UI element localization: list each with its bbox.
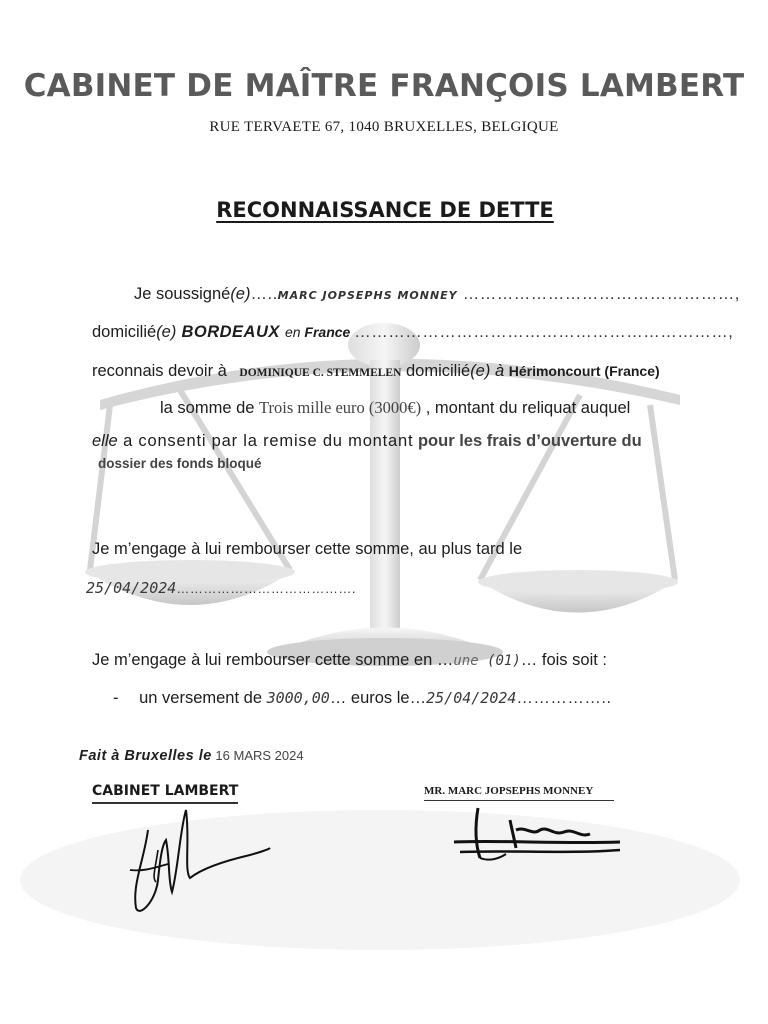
creditor-city: Hérimoncourt (508, 363, 601, 379)
creditor-line: reconnais devoir à DOMINIQUE C. STEMMELEN domicilié(e) à Hérimoncourt (France) (92, 362, 660, 380)
firm-address: RUE TERVAETE 67, 1040 BRUXELLES, BELGIQUE (209, 119, 559, 135)
installments-line: Je m’engage à lui rembourser cette somme en …une (01)… fois soit : (92, 651, 607, 669)
creditor-country: (France) (600, 363, 660, 379)
commitment-deadline: Je m’engage à lui rembourser cette somme, au plus tard le (92, 540, 523, 558)
due-date: 25/04/2024 (86, 579, 177, 597)
debtor-name: MARC JOPSEPHS MONNEY (277, 289, 458, 302)
consent-line: elle a consenti par la remise du montant pour les frais d’ouverture du (92, 432, 642, 450)
payment-line: - un versement de 3000,00… euros le…25/04/2024…………….. (113, 689, 612, 707)
installments-number: (01) (478, 653, 521, 669)
creditor-name: DOMINIQUE C. STEMMELEN (239, 367, 402, 379)
purpose-continued: dossier des fonds bloqué (98, 456, 262, 471)
amount-text: Trois mille euro (3000€) (259, 398, 422, 417)
debtor-city: BORDEAUX (176, 323, 285, 341)
due-date-line: 25/04/2024…………………………………. (86, 579, 356, 597)
bullet: - (113, 689, 119, 707)
installments-word: une (453, 653, 479, 669)
purpose: pour les frais d’ouverture du (413, 432, 642, 450)
left-signature-icon (100, 800, 280, 920)
payment-date: 25/04/2024 (426, 689, 517, 707)
right-signature-icon (440, 800, 640, 870)
amount-line: la somme de Trois mille euro (3000€) , montant du reliquat auquel (160, 398, 631, 417)
signing-date: 16 MARS 2024 (211, 748, 304, 763)
firm-name: CABINET DE MAÎTRE FRANÇOIS LAMBERT (23, 68, 745, 104)
left-signatory-label: CABINET LAMBERT (92, 783, 238, 804)
document-title: RECONNAISSANCE DE DETTE (216, 198, 554, 222)
debtor-country: France (300, 324, 355, 340)
payment-amount: 3000,00 (266, 689, 330, 707)
place-date-line: Fait à Bruxelles le 16 MARS 2024 (79, 748, 304, 764)
debtor-line: Je soussigné(e)…..MARC JOPSEPHS MONNEY …………………………………………, (134, 285, 740, 303)
right-signatory-label: MR. MARC JOPSEPHS MONNEY (424, 785, 614, 801)
debtor-address-line: domicilié(e) BORDEAUX en France …………………………………………………………, (92, 323, 734, 341)
